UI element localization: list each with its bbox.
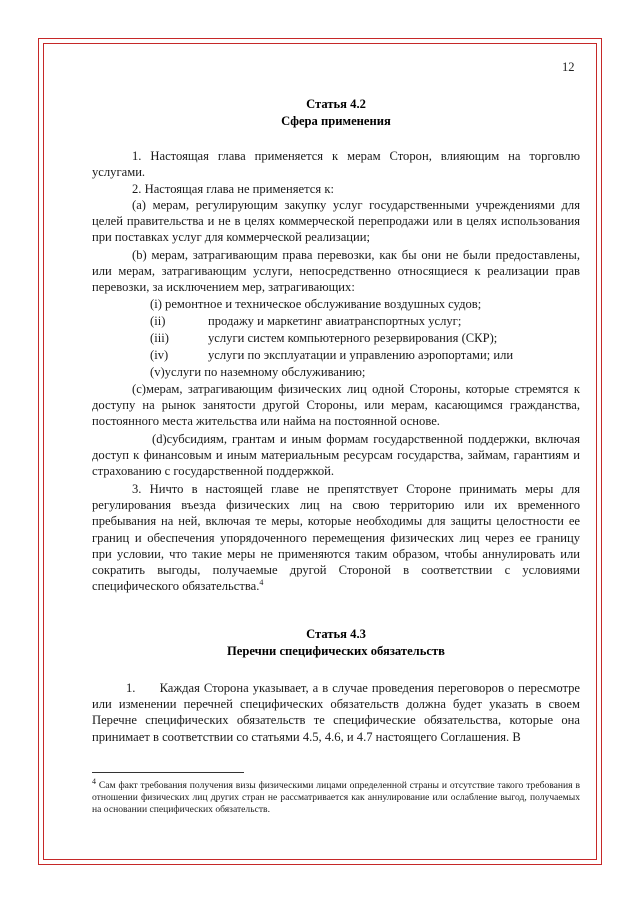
sub-item-ii-number: (ii): [150, 314, 166, 328]
article-4-2-para-3: [92, 481, 580, 594]
item-d: (d)субсидиям, грантам и иным формам государственной поддержки, включая доступ к финансовым и иным материальным ресурсам государства, займам, гарантиям и страхованию с государственной поддержкой.: [92, 432, 580, 479]
article-4-3-title: Статья 4.3: [306, 627, 366, 641]
sub-item-v: (v)услуги по наземному обслуживанию;: [150, 365, 366, 379]
article-4-2-subtitle: Сфера применения: [281, 114, 391, 128]
sub-item-iv-text: услуги по эксплуатации и управлению аэропортами; или: [208, 348, 514, 362]
item-c: (c)мерам, затрагивающим физических лиц одной Стороны, которые стремятся к доступу на рынок занятости другой Стороны, или мерам, касающимся гражданства, постоянного места жительства или найма на постоянной основе.: [92, 382, 580, 429]
sub-item-ii-text: продажу и маркетинг авиатранспортных услуг;: [208, 314, 462, 328]
article-4-3-para-1-text: Каждая Сторона указывает, а в случае проведения переговоров о пересмотре или изменении перечней специфических обязательств должна будет указать в своем Перечне специфических обязательств те специфические обязательства, которые она принимает в соответствии со статьями 4.5, 4.6, и 4.7 настоящего Соглашения. В: [92, 681, 580, 744]
sub-item-iii-text: услуги систем компьютерного резервирования (СКР);: [208, 331, 498, 345]
para-3-text: 3. Ничто в настоящей главе не препятствует Стороне принимать меры для регулирования въезда физических лиц на свою территорию или их временного пребывания на ней, включая те меры, которые необходимы для защиты целостности ее границ и обеспечения упорядоченного перемещения физических лиц через ее границу при условии, что такие меры не применяются таким образом, чтобы аннулировать или сократить выгоды, получаемые другой Стороной в соответствии с условиями специфического обязательства.: [92, 482, 580, 594]
footnote-mark: 4: [92, 776, 96, 786]
article-4-2-para-1: 1. Настоящая глава применяется к мерам Сторон, влияющим на торговлю услугами.: [92, 149, 580, 180]
article-4-2-title: Статья 4.2: [306, 97, 366, 111]
page-number: 12: [562, 60, 575, 74]
article-4-2-para-2: 2. Настоящая глава не применяется к:: [132, 182, 334, 196]
article-4-3-para-1: [92, 680, 580, 745]
sub-item-i: (i) ремонтное и техническое обслуживание воздушных судов;: [150, 297, 482, 311]
footnote-text: Сам факт требования получения визы физическими лицами определенной страны и отсутствие такого требования в отношении физических лиц других стран не рассматривается как аннулирование или ослабление выгод, получаемых на основании специфических обязательств.: [92, 780, 580, 815]
footnote-separator: [92, 772, 244, 773]
article-4-3-para-1-number: 1.: [126, 681, 136, 695]
footnote-ref: 4: [259, 578, 264, 588]
sub-item-iv-number: (iv): [150, 348, 169, 362]
footnote: [92, 776, 580, 816]
article-4-3-subtitle: Перечни специфических обязательств: [227, 644, 445, 658]
sub-item-iii: [150, 330, 497, 346]
item-a: (a) мерам, регулирующим закупку услуг государственными учреждениями для целей правительства и не в целях коммерческой перепродажи или в целях использования при поставках услуг для коммерческой реализации;: [92, 198, 580, 245]
sub-item-iv: [150, 347, 513, 363]
sub-item-iii-number: (iii): [150, 331, 169, 345]
sub-item-ii: [150, 313, 461, 329]
item-b: (b) мерам, затрагивающим права перевозки, как бы они не были предоставлены, или мерам, затрагивающим услуги, непосредственно относящиеся к реализации прав перевозки, за исключением мер, затрагивающих:: [92, 248, 580, 295]
